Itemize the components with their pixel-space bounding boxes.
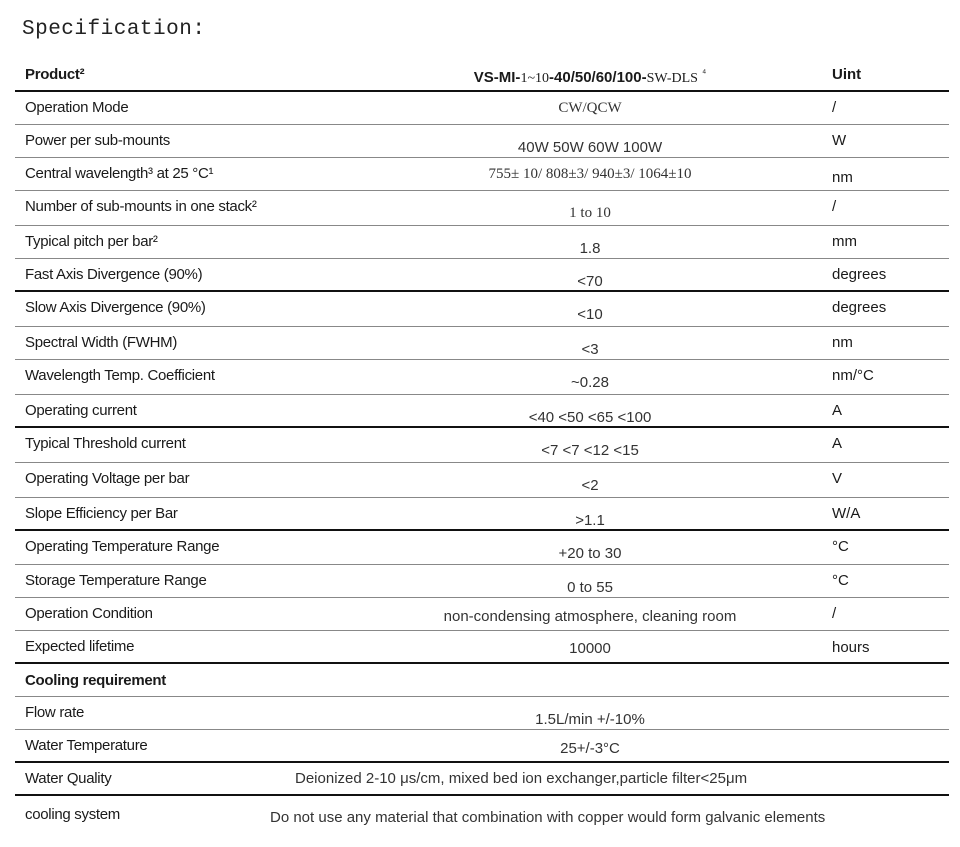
table-row [15,497,949,530]
product-suffix: SW-DLS [646,71,698,86]
row-unit: A [820,394,949,427]
table-row [15,729,949,762]
row-name: Typical Threshold current [15,427,360,462]
row-name: Slow Axis Divergence (90%) [15,291,360,326]
unit-header: Uint [820,58,949,91]
table-row [15,696,949,729]
table-row [15,795,949,831]
row-value [295,762,949,795]
row-name: Fast Axis Divergence (90%) [15,258,360,291]
table-row [15,597,949,630]
row-unit: / [820,597,949,630]
row-value: <3 [360,326,820,359]
table-row [15,190,949,225]
row-unit: mm [820,225,949,258]
table-row [15,427,949,462]
table-header-row [15,58,949,91]
row-unit: nm/°C [820,359,949,394]
water-quality-value: Deionized 2-10 μs/cm, mixed bed ion exchanger,particle filter<25μm [295,770,748,787]
table-row [15,124,949,157]
row-unit: hours [820,630,949,663]
row-name: Expected lifetime [15,630,360,663]
table-row [15,462,949,497]
row-unit: W/A [820,497,949,530]
row-value: 1.5L/min +/-10% [360,696,820,729]
product-prefix: VS-MI- [473,69,521,86]
table-row [15,326,949,359]
row-value: <10 [360,291,820,326]
row-unit: A [820,427,949,462]
cooling-heading-row [15,663,949,696]
table-row [15,225,949,258]
table-row [15,291,949,326]
row-name: Operation Condition [15,597,360,630]
product-powers: -40/50/60/100- [549,69,647,86]
row-name: Water Quality [15,762,360,795]
row-unit: degrees [820,291,949,326]
row-unit: W [820,124,949,157]
table-row [15,258,949,291]
row-name: Operation Mode [15,91,360,124]
row-value: 1.8 [360,225,820,258]
row-name: cooling system [25,806,121,823]
row-value: 1 to 10 [360,190,820,225]
row-unit: °C [820,530,949,564]
table-row [15,762,949,795]
row-unit: degrees [820,258,949,291]
table-row [15,564,949,597]
row-name: Typical pitch per bar² [15,225,360,258]
table-row [15,157,949,190]
row-unit: / [820,190,949,225]
row-name: Slope Efficiency per Bar [15,497,360,530]
row-value: CW/QCW [360,91,820,124]
row-value: 25+/-3°C [360,729,820,762]
row-unit: / [820,91,949,124]
row-unit: V [820,462,949,497]
row-name: Operating current [15,394,360,427]
row-name: Flow rate [15,696,360,729]
row-name: Operating Voltage per bar [15,462,360,497]
product-range: 1~10 [520,71,550,86]
row-value: 10000 [360,630,820,663]
row-value: <7 <7 <12 <15 [360,427,820,462]
row-name: Power per sub-mounts [15,124,360,157]
row-name: Spectral Width (FWHM) [15,326,360,359]
row-unit: °C [820,564,949,597]
row-value: <2 [360,462,820,497]
table-row [15,394,949,427]
row-value: 755± 10/ 808±3/ 940±3/ 1064±10 [360,157,820,190]
row-name: Wavelength Temp. Coefficient [15,359,360,394]
specification-table [15,58,949,831]
product-model [360,58,820,91]
table-row [15,630,949,663]
row-name: Number of sub-mounts in one stack² [15,190,360,225]
row-name: Operating Temperature Range [15,530,360,564]
row-value [270,795,949,831]
row-value: ~0.28 [360,359,820,394]
table-row [15,530,949,564]
row-value: >1.1 [360,497,820,530]
product-note: ⁴ [701,68,707,79]
row-value: <70 [360,258,820,291]
cooling-heading: Cooling requirement [15,663,949,696]
row-value: 40W 50W 60W 100W [360,124,820,157]
cooling-system-value: Do not use any material that combination with copper would form galvanic elements [270,809,826,826]
product-label: Product² [15,58,360,91]
row-unit: nm [820,157,949,190]
row-value: 0 to 55 [360,564,820,597]
page-title: Specification: [22,18,206,41]
row-name: Storage Temperature Range [15,564,360,597]
row-unit: nm [820,326,949,359]
table-row [15,359,949,394]
row-value: +20 to 30 [360,530,820,564]
row-value: <40 <50 <65 <100 [360,394,820,427]
row-value: non-condensing atmosphere, cleaning room [360,597,820,630]
row-name: Central wavelength³ at 25 °C¹ [15,157,360,190]
table-row [15,91,949,124]
row-name: Water Temperature [15,729,360,762]
